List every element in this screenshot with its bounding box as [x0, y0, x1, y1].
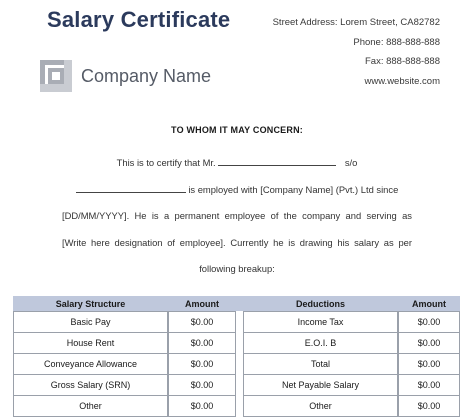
contact-block: [273, 13, 440, 91]
salary-amount: $0.00: [168, 311, 236, 333]
salary-item: Other: [13, 396, 168, 417]
table-header-row: [13, 296, 460, 311]
deduction-amount: $0.00: [398, 333, 460, 354]
employee-name-blank: [218, 157, 336, 166]
phone-number: Phone: 888-888-888: [353, 36, 440, 48]
col-header-amount: Amount: [168, 296, 236, 311]
certificate-title: Salary Certificate: [47, 7, 231, 32]
salary-item: Basic Pay: [13, 311, 168, 333]
table-row: [13, 396, 460, 417]
deduction-item: E.O.I. B: [243, 333, 398, 354]
col-header-deduction-amount: Amount: [398, 296, 460, 311]
salary-amount: $0.00: [168, 354, 236, 375]
body-line-4: [Write here designation of employee]. Currently he is drawing his salary as per: [62, 236, 412, 248]
deduction-item: Total: [243, 354, 398, 375]
deduction-amount: $0.00: [398, 354, 460, 375]
employment-text: is employed with [Company Name] (Pvt.) Ltd since: [188, 183, 399, 195]
body-line-5: following breakup:: [199, 263, 275, 274]
body-line-2: [62, 177, 412, 204]
certificate-body: [62, 150, 412, 283]
header-gap: [236, 296, 243, 311]
fax-number: Fax: 888-888-888: [365, 56, 440, 67]
salary-amount: $0.00: [168, 333, 236, 354]
body-line-3: [DD/MM/YYYY]. He is a permanent employee of the company and serving as: [62, 210, 412, 221]
letter-heading: TO WHOM IT MAY CONCERN:: [171, 125, 303, 135]
father-name-blank: [76, 184, 186, 193]
col-header-deductions: Deductions: [243, 296, 398, 311]
deduction-amount: $0.00: [398, 375, 460, 396]
table-row: [13, 354, 460, 375]
website: www.website.com: [364, 75, 440, 87]
nested-square-logo-icon: [40, 60, 72, 92]
deduction-item: Income Tax: [243, 311, 398, 333]
body-line-1: [62, 150, 412, 177]
table-row: [13, 311, 460, 333]
table-row: [13, 333, 460, 354]
salary-breakup-table: [13, 296, 460, 417]
salary-amount: $0.00: [168, 375, 236, 396]
certify-text: This is to certify that Mr.: [116, 157, 216, 168]
deduction-amount: $0.00: [398, 396, 460, 417]
table-row: [13, 375, 460, 396]
salary-amount: $0.00: [168, 396, 236, 417]
deduction-item: Other: [243, 396, 398, 417]
company-name: Company Name: [81, 66, 212, 86]
col-header-salary-structure: Salary Structure: [13, 296, 168, 311]
salary-item: Conveyance Allowance: [13, 354, 168, 375]
son-of-text: s/o: [344, 157, 358, 168]
salary-item: Gross Salary (SRN): [13, 375, 168, 396]
deduction-amount: $0.00: [398, 311, 460, 333]
street-address: Street Address: Lorem Street, CA82782: [272, 17, 440, 28]
salary-item: House Rent: [13, 333, 168, 354]
deduction-item: Net Payable Salary: [243, 375, 398, 396]
